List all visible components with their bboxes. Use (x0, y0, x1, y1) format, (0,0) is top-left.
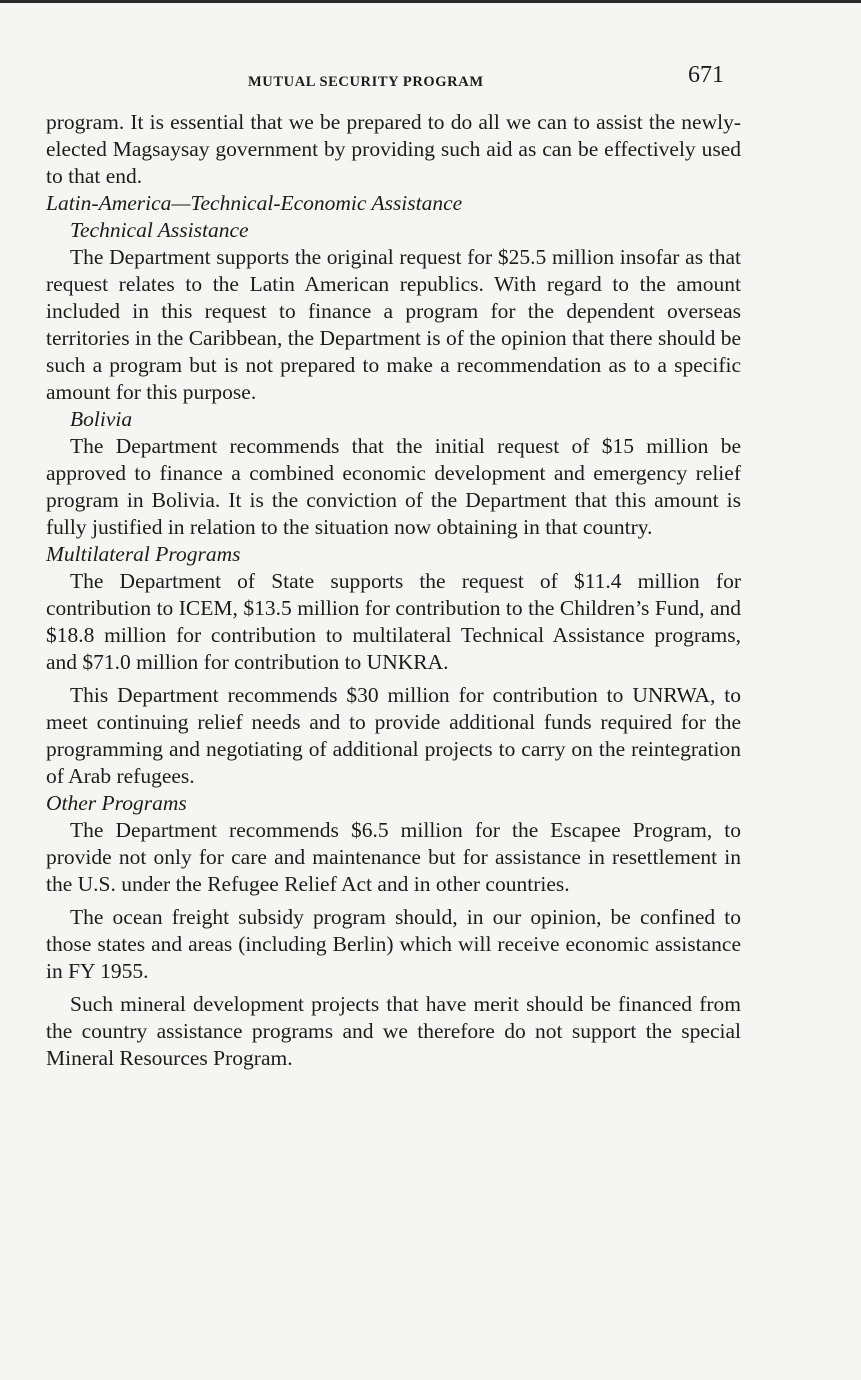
paragraph-bolivia: The Department recommends that the initial request of $15 million be approved to finance a combined economic development and emergency relief program in Bolivia. It is the conviction of the Department that this amount is fully justified in relation to the situation now obtaining in that country. (46, 434, 741, 539)
paragraph-multilateral-contributions: The Department of State supports the request of $11.4 million for contribution to ICEM, $13.5 million for contribution to the Children’s Fund, and $18.8 million for contribution to multilateral Technical Assistance programs, and $71.0 million for contribution to UNKRA. (46, 569, 741, 674)
heading-latin-america: Latin-America—Technical-Economic Assistance (46, 191, 463, 215)
running-header (0, 62, 861, 100)
paragraph-escapee-program: The Department recommends $6.5 million for the Escapee Program, to provide not only for care and maintenance but for assistance in resettlement in the U.S. under the Refugee Relief Act and in other countries. (46, 818, 741, 896)
page-body (46, 109, 741, 1072)
heading-other-programs: Other Programs (46, 791, 187, 815)
paragraph-philippines-continued: program. It is essential that we be prepared to do all we can to assist the newly-elected Magsaysay government by providing such aid as can be effectively used to that end. (46, 110, 741, 188)
paragraph-technical-assistance: The Department supports the original request for $25.5 million insofar as that request relates to the Latin American republics. With regard to the amount included in this request to finance a program for the dependent overseas territories in the Caribbean, the Department is of the opinion that there should be such a program but is not prepared to make a recommendation as to a specific amount for this purpose. (46, 245, 741, 404)
running-title: MUTUAL SECURITY PROGRAM (248, 74, 484, 90)
paragraph-unrwa: This Department recommends $30 million for contribution to UNRWA, to meet continuing relief needs and to provide additional funds required for the programming and negotiating of additional projects to carry on the reintegration of Arab refugees. (46, 683, 741, 788)
heading-bolivia: Bolivia (70, 407, 133, 431)
top-border-rule (0, 0, 861, 3)
heading-multilateral-programs: Multilateral Programs (46, 542, 241, 566)
paragraph-mineral-development: Such mineral development projects that have merit should be financed from the country assistance programs and we therefore do not support the special Mineral Resources Program. (46, 992, 741, 1070)
page-number: 671 (688, 62, 724, 88)
paragraph-ocean-freight: The ocean freight subsidy program should, in our opinion, be confined to those states and areas (including Berlin) which will receive economic assistance in FY 1955. (46, 905, 741, 983)
heading-technical-assistance: Technical Assistance (70, 218, 249, 242)
